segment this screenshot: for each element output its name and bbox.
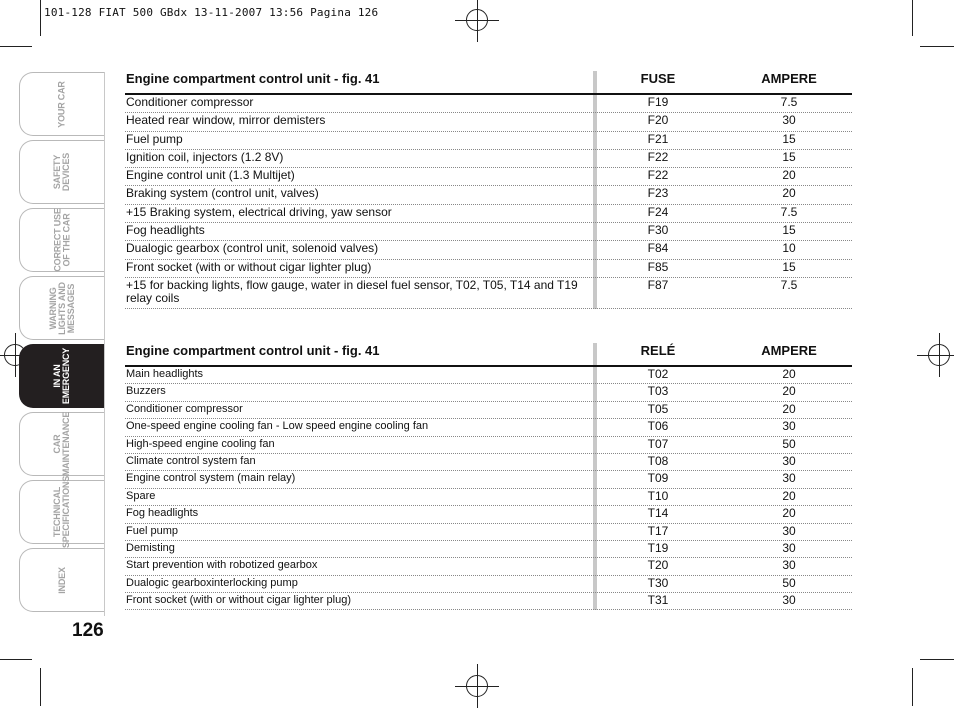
tab-label: WARNING LIGHTS AND MESSAGES <box>47 281 76 335</box>
row-description: Fog headlights <box>126 223 205 238</box>
table-row <box>125 437 852 454</box>
table-header <box>125 343 852 367</box>
row-ampere: 7.5 <box>780 204 798 219</box>
row-description: Fuel pump <box>126 131 183 146</box>
tab-warning-lights[interactable] <box>19 276 105 340</box>
row-code: F85 <box>647 259 669 274</box>
fuse-table <box>125 71 852 309</box>
row-ampere: 7.5 <box>780 277 798 292</box>
row-description: Dualogic gearboxinterlocking pump <box>126 576 298 589</box>
row-code: T14 <box>647 506 669 521</box>
crop-mark <box>40 0 41 36</box>
registration-mark <box>928 344 950 366</box>
table-title: Engine compartment control unit - fig. 41 <box>126 71 380 86</box>
table-row <box>125 223 852 241</box>
table-row <box>125 471 852 488</box>
crop-mark <box>920 659 954 660</box>
row-ampere: 20 <box>782 186 796 201</box>
row-description: Fog headlights <box>126 507 199 520</box>
row-description: Engine control system (main relay) <box>126 472 296 485</box>
table-row <box>125 278 852 309</box>
table-row <box>125 95 852 113</box>
table-row <box>125 419 852 436</box>
tab-label: CORRECT USE OF THE CAR <box>52 208 72 272</box>
row-code: T07 <box>647 436 669 451</box>
row-ampere: 20 <box>782 367 796 381</box>
row-description: Braking system (control unit, valves) <box>126 186 319 201</box>
relay-table <box>125 343 852 610</box>
page-number: 126 <box>72 620 104 641</box>
crop-mark <box>0 659 32 660</box>
crop-mark <box>920 46 954 47</box>
row-code: T20 <box>647 558 669 573</box>
tab-your-car[interactable] <box>19 72 105 136</box>
row-code: F24 <box>647 204 669 219</box>
row-ampere: 30 <box>782 523 796 538</box>
row-code: F84 <box>647 241 669 256</box>
tab-label: CAR MAINTENANCE <box>52 411 72 477</box>
table-body <box>125 367 852 610</box>
row-description: Conditioner compressor <box>126 95 254 109</box>
row-code: T09 <box>647 471 669 486</box>
table-row <box>125 186 852 204</box>
ampere-header: AMPERE <box>761 343 817 358</box>
row-description: +15 for backing lights, flow gauge, water in diesel fuel sensor, T02, T05, T14 and T19 relay coils <box>126 277 578 305</box>
row-code: T10 <box>647 488 669 503</box>
row-description: +15 Braking system, electrical driving, yaw sensor <box>126 204 392 219</box>
table-row <box>125 384 852 401</box>
row-code: T02 <box>647 367 669 381</box>
table-row <box>125 241 852 259</box>
row-description: Heated rear window, mirror demisters <box>126 113 326 128</box>
row-code: T05 <box>647 401 669 416</box>
row-ampere: 30 <box>782 558 796 573</box>
row-code: F22 <box>647 149 669 164</box>
row-description: High-speed engine cooling fan <box>126 437 275 450</box>
row-description: Buzzers <box>126 385 166 398</box>
tab-strip-divider <box>104 72 105 616</box>
code-header: RELÉ <box>640 343 676 358</box>
row-description: Climate control system fan <box>126 454 256 467</box>
table-row <box>125 593 852 610</box>
row-description: Spare <box>126 489 156 502</box>
table-row <box>125 168 852 186</box>
row-ampere: 15 <box>782 149 796 164</box>
table-row <box>125 205 852 223</box>
crop-mark <box>40 668 41 706</box>
row-ampere: 30 <box>782 540 796 555</box>
row-ampere: 30 <box>782 113 796 128</box>
row-description: Engine control unit (1.3 Multijet) <box>126 168 295 183</box>
row-ampere: 20 <box>782 384 796 399</box>
row-code: F22 <box>647 168 669 183</box>
row-code: T08 <box>647 453 669 468</box>
tab-car-maintenance[interactable] <box>19 412 105 476</box>
table-row <box>125 489 852 506</box>
row-ampere: 30 <box>782 453 796 468</box>
row-description: Ignition coil, injectors (1.2 8V) <box>126 149 284 164</box>
tab-in-an-emergency[interactable] <box>19 344 105 408</box>
code-header: FUSE <box>640 71 676 86</box>
row-description: Conditioner compressor <box>126 402 243 415</box>
row-description: Main headlights <box>126 368 204 380</box>
row-ampere: 20 <box>782 488 796 503</box>
tab-index[interactable] <box>19 548 105 612</box>
row-description: Fuel pump <box>126 524 178 537</box>
table-row <box>125 506 852 523</box>
table-row <box>125 558 852 575</box>
print-header: 101-128 FIAT 500 GBdx 13-11-2007 13:56 Pagina 126 <box>44 6 379 19</box>
table-header <box>125 71 852 95</box>
tab-label: IN AN EMERGENCY <box>52 347 72 405</box>
tab-label: SAFETY DEVICES <box>52 152 72 192</box>
crop-mark <box>912 0 913 36</box>
row-code: F30 <box>647 223 669 238</box>
ampere-header: AMPERE <box>761 71 817 86</box>
row-code: T30 <box>647 575 669 590</box>
row-code: F20 <box>647 113 669 128</box>
row-ampere: 30 <box>782 419 796 434</box>
row-ampere: 15 <box>782 223 796 238</box>
table-row <box>125 113 852 131</box>
tab-label: TECHNICAL SPECIFICATIONS <box>52 475 72 549</box>
table-row <box>125 524 852 541</box>
table-row <box>125 402 852 419</box>
registration-mark <box>466 675 488 697</box>
row-ampere: 20 <box>782 506 796 521</box>
table-row <box>125 132 852 150</box>
row-ampere: 20 <box>782 401 796 416</box>
row-code: T06 <box>647 419 669 434</box>
row-description: Dualogic gearbox (control unit, solenoid valves) <box>126 241 379 256</box>
row-description: Front socket (with or without cigar lighter plug) <box>126 594 351 607</box>
tab-label: YOUR CAR <box>57 80 67 128</box>
row-ampere: 7.5 <box>780 95 798 109</box>
tab-technical-specifications[interactable] <box>19 475 105 549</box>
table-row <box>125 367 852 384</box>
row-ampere: 20 <box>782 168 796 183</box>
row-code: F19 <box>647 95 669 109</box>
row-description: Front socket (with or without cigar lighter plug) <box>126 259 372 274</box>
crop-mark <box>0 46 32 47</box>
row-code: F87 <box>647 277 669 292</box>
tab-label: INDEX <box>56 566 67 594</box>
row-ampere: 50 <box>782 436 796 451</box>
row-code: T03 <box>647 384 669 399</box>
row-ampere: 15 <box>782 259 796 274</box>
table-body <box>125 95 852 309</box>
row-description: Start prevention with robotized gearbox <box>126 559 318 572</box>
crop-mark <box>912 668 913 706</box>
tab-safety-devices[interactable] <box>19 140 105 204</box>
row-code: T17 <box>647 523 669 538</box>
row-description: One-speed engine cooling fan - Low speed engine cooling fan <box>126 420 429 433</box>
table-row <box>125 260 852 278</box>
table-row <box>125 541 852 558</box>
table-row <box>125 576 852 593</box>
row-code: F23 <box>647 186 669 201</box>
row-ampere: 10 <box>782 241 796 256</box>
table-row <box>125 454 852 471</box>
row-ampere: 30 <box>782 593 796 608</box>
row-description: Demisting <box>126 541 175 554</box>
table-row <box>125 150 852 168</box>
registration-mark <box>466 9 488 31</box>
row-ampere: 50 <box>782 575 796 590</box>
tab-correct-use[interactable] <box>19 208 105 272</box>
table-title: Engine compartment control unit - fig. 41 <box>126 343 380 358</box>
row-code: F21 <box>647 131 669 146</box>
row-code: T31 <box>647 593 669 608</box>
row-ampere: 30 <box>782 471 796 486</box>
row-code: T19 <box>647 540 669 555</box>
row-ampere: 15 <box>782 131 796 146</box>
